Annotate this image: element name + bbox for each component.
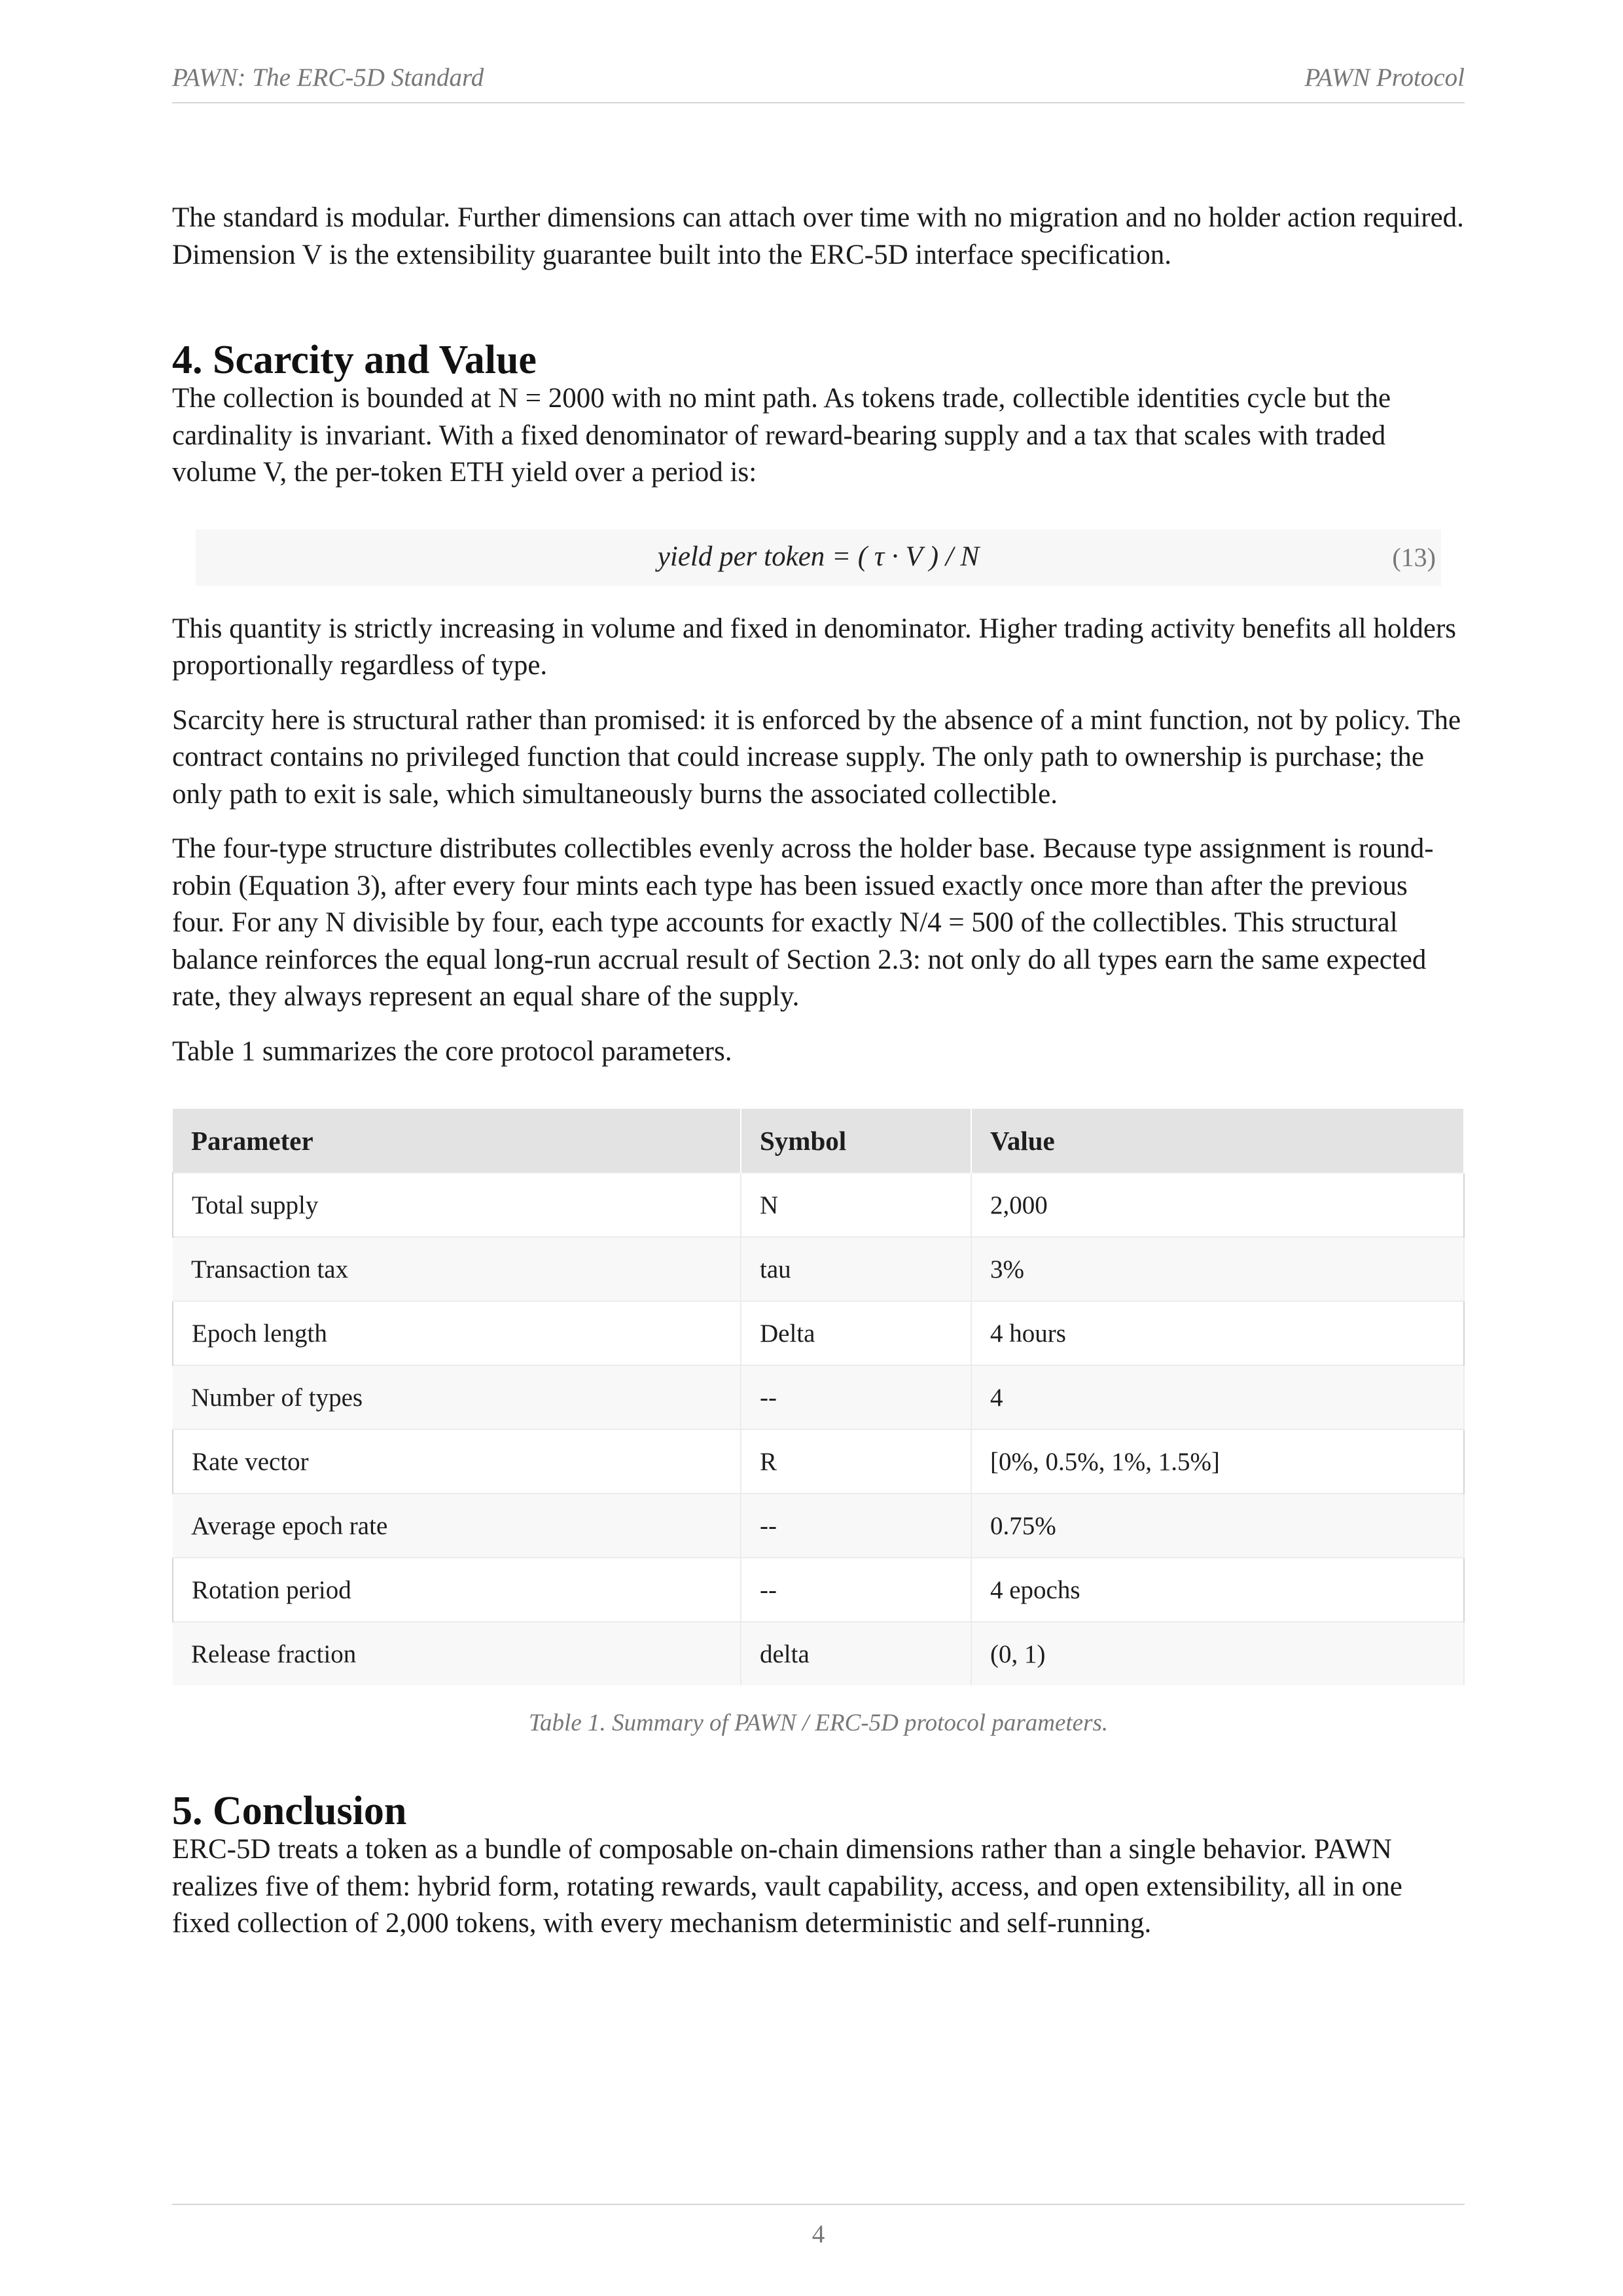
- table-row: [173, 1429, 1464, 1494]
- equation-text: yield per token = ( τ · V ) / N: [657, 541, 980, 572]
- table-row: [173, 1237, 1464, 1301]
- cell-symbol: Delta: [741, 1301, 971, 1365]
- table-row: [173, 1301, 1464, 1365]
- running-header: [172, 63, 1465, 103]
- section-4-paragraph-1: The collection is bounded at N = 2000 with no mint path. As tokens trade, collectible identities cycle but the cardinality is invariant. With a fixed denominator of reward-bearing supply and a tax that scales with traded volume V, the per-token ETH yield over a period is:: [172, 383, 1391, 488]
- cell-value: 3%: [971, 1237, 1464, 1301]
- cell-value: (0, 1): [971, 1622, 1464, 1685]
- running-footer: [172, 2204, 1465, 2249]
- cell-symbol: tau: [741, 1237, 971, 1301]
- intro-paragraph: The standard is modular. Further dimensions can attach over time with no migration and no holder action required. Dimension V is the extensibility guarantee built into the ERC-5D interface specification.: [172, 202, 1464, 270]
- section-4-heading: 4. Scarcity and Value: [172, 338, 537, 382]
- cell-value: 4 hours: [971, 1301, 1464, 1365]
- cell-symbol: --: [741, 1558, 971, 1622]
- cell-value: 2,000: [971, 1173, 1464, 1237]
- cell-value: 0.75%: [971, 1494, 1464, 1558]
- cell-value: 4: [971, 1365, 1464, 1429]
- table-row: [173, 1622, 1464, 1685]
- cell-parameter: Transaction tax: [173, 1237, 741, 1301]
- equation-13: [196, 529, 1441, 586]
- page-content: [172, 200, 1465, 1960]
- cell-parameter: Total supply: [173, 1173, 741, 1237]
- header-publisher: PAWN Protocol: [1304, 63, 1465, 92]
- column-header-symbol: Symbol: [741, 1109, 971, 1173]
- table-row: [173, 1494, 1464, 1558]
- equation-number: (13): [1392, 542, 1436, 572]
- cell-symbol: R: [741, 1429, 971, 1494]
- page-number: 4: [812, 2220, 825, 2248]
- cell-parameter: Average epoch rate: [173, 1494, 741, 1558]
- section-4-paragraph-5: Table 1 summarizes the core protocol parameters.: [172, 1035, 732, 1067]
- parameters-table: [172, 1109, 1465, 1685]
- cell-parameter: Number of types: [173, 1365, 741, 1429]
- table-header-row: [173, 1109, 1464, 1173]
- cell-symbol: N: [741, 1173, 971, 1237]
- column-header-value: Value: [971, 1109, 1464, 1173]
- section-5-paragraph-1: ERC-5D treats a token as a bundle of composable on-chain dimensions rather than a single behavior. PAWN realizes five of them: hybrid form, rotating rewards, vault capability, access, and open extensibility, all in one fixed collection of 2,000 tokens, with every mechanism deterministic and self-running.: [172, 1834, 1402, 1939]
- table-caption: Table 1. Summary of PAWN / ERC-5D protocol parameters.: [528, 1710, 1109, 1736]
- cell-parameter: Rotation period: [173, 1558, 741, 1622]
- table-row: [173, 1365, 1464, 1429]
- table-row: [173, 1558, 1464, 1622]
- cell-value: [0%, 0.5%, 1%, 1.5%]: [971, 1429, 1464, 1494]
- cell-symbol: delta: [741, 1622, 971, 1685]
- cell-value: 4 epochs: [971, 1558, 1464, 1622]
- table-row: [173, 1173, 1464, 1237]
- cell-symbol: --: [741, 1494, 971, 1558]
- cell-parameter: Epoch length: [173, 1301, 741, 1365]
- section-4-paragraph-4: The four-type structure distributes collectibles evenly across the holder base. Because type assignment is round-robin (Equation 3), after every four mints each type has been issued exactly once more than after the previous four. For any N divisible by four, each type accounts for exactly N/4 = 500 of the collectibles. This structural balance reinforces the equal long-run accrual result of Section 2.3: not only do all types earn the same expected rate, they always represent an equal share of the supply.: [172, 833, 1434, 1012]
- cell-parameter: Rate vector: [173, 1429, 741, 1494]
- cell-parameter: Release fraction: [173, 1622, 741, 1685]
- header-title: PAWN: The ERC-5D Standard: [172, 63, 484, 92]
- section-5-heading: 5. Conclusion: [172, 1789, 407, 1833]
- column-header-parameter: Parameter: [173, 1109, 741, 1173]
- section-4-paragraph-2: This quantity is strictly increasing in volume and fixed in denominator. Higher trading activity benefits all holders proportionally regardless of type.: [172, 613, 1457, 681]
- cell-symbol: --: [741, 1365, 971, 1429]
- section-4-paragraph-3: Scarcity here is structural rather than promised: it is enforced by the absence of a mint function, not by policy. The contract contains no privileged function that could increase supply. The only path to ownership is purchase; the only path to exit is sale, which simultaneously burns the associated collectible.: [172, 704, 1461, 810]
